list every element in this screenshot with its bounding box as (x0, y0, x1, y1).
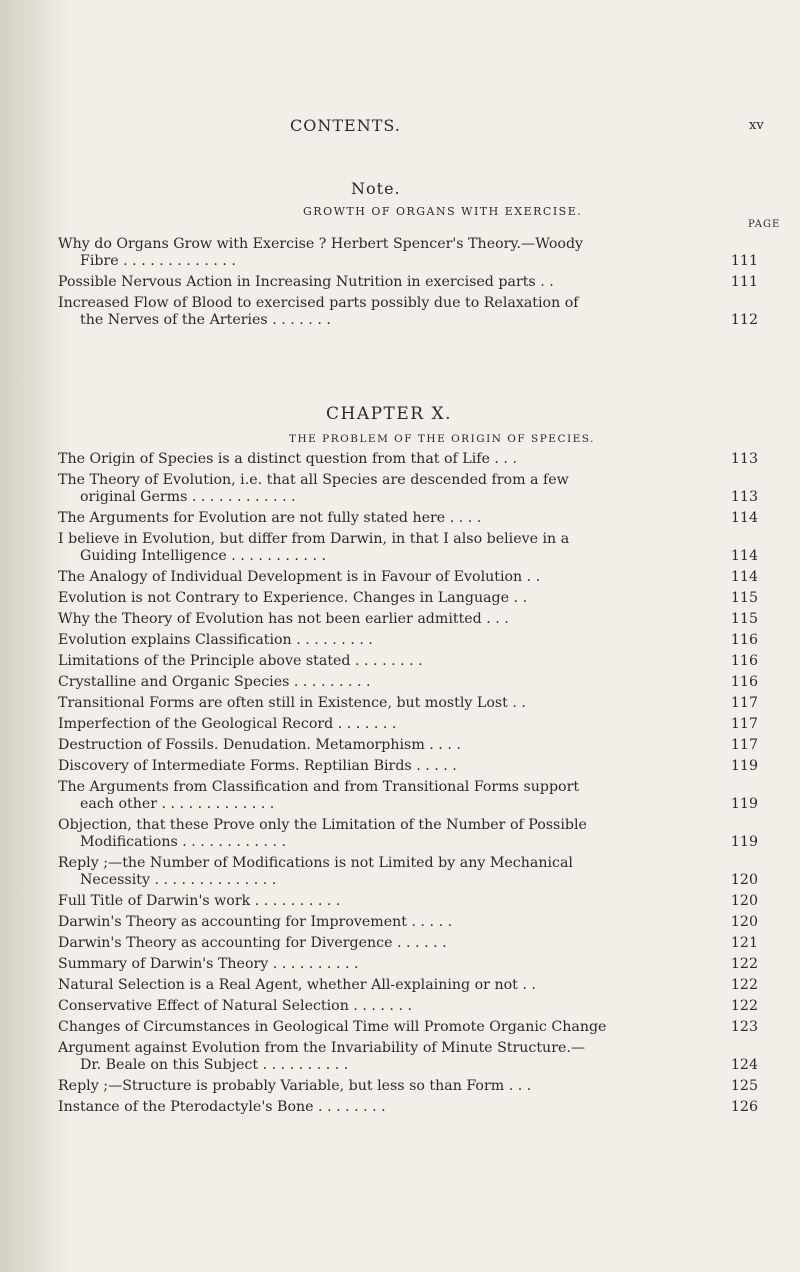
toc-entry (58, 935, 758, 952)
toc-entry-line: Fibre . . . . . . . . . . . . . (80, 253, 236, 269)
toc-entry-line: I believe in Evolution, but differ from Darwin, in that I also believe in a (58, 531, 570, 547)
toc-entry-line: Darwin's Theory as accounting for Divergence . . . . . . (58, 935, 447, 951)
toc-entry-line: The Arguments from Classification and from Transitional Forms support (58, 779, 580, 795)
toc-entry-page: 116 (730, 674, 758, 690)
toc-entry-page: 120 (730, 872, 758, 888)
toc-entry-line: Why the Theory of Evolution has not been earlier admitted . . . (58, 611, 509, 627)
toc-entry-page: 117 (730, 695, 758, 711)
toc-entry-line: the Nerves of the Arteries . . . . . . . (80, 312, 331, 328)
toc-entry (58, 274, 758, 291)
toc-entry-title (58, 893, 724, 910)
toc-entry-line: Reply ;—the Number of Modifications is not Limited by any Mechanical (58, 855, 573, 871)
toc-entry (58, 695, 758, 712)
toc-entry-line: Imperfection of the Geological Record . . . . . . . (58, 716, 397, 732)
toc-entry-line: Full Title of Darwin's work . . . . . . . . . . (58, 893, 341, 909)
toc-entry-title (58, 998, 724, 1015)
running-title: CONTENTS. (290, 116, 401, 135)
toc-entry-line: Instance of the Pterodactyle's Bone . . . . . . . . (58, 1099, 386, 1115)
toc-entry-line: Necessity . . . . . . . . . . . . . . (80, 872, 277, 888)
toc-entry-title (58, 472, 724, 506)
toc-entry (58, 632, 758, 649)
toc-entry-title (58, 653, 724, 670)
toc-entry-line: Argument against Evolution from the Invariability of Minute Structure.— (58, 1040, 586, 1056)
toc-entry-page: 119 (730, 758, 758, 774)
toc-entry-page: 112 (730, 312, 758, 328)
toc-entry-line: The Arguments for Evolution are not fully stated here . . . . (58, 510, 482, 526)
toc-entry-title (58, 451, 724, 468)
toc-entry-page: 111 (730, 274, 758, 290)
toc-entry (58, 1040, 758, 1074)
toc-entry-title (58, 779, 724, 813)
toc-entry-page: 113 (730, 489, 758, 505)
toc-entry-line: Reply ;—Structure is probably Variable, but less so than Form . . . (58, 1078, 532, 1094)
note-entries (58, 236, 758, 333)
toc-entry-title (58, 674, 724, 691)
toc-entry-title (58, 737, 724, 754)
toc-entry-page: 114 (730, 548, 758, 564)
toc-entry-title (58, 531, 724, 565)
toc-entry-line: Summary of Darwin's Theory . . . . . . . . . . (58, 956, 359, 972)
toc-entry (58, 236, 758, 270)
toc-entry-line: Why do Organs Grow with Exercise ? Herbert Spencer's Theory.—Woody (58, 236, 584, 252)
toc-entry-page: 117 (730, 737, 758, 753)
note-subtitle: GROWTH OF ORGANS WITH EXERCISE. (303, 205, 583, 218)
toc-entry-line: Evolution explains Classification . . . . . . . . . (58, 632, 373, 648)
toc-entry-title (58, 935, 724, 952)
toc-entry-page: 122 (730, 956, 758, 972)
toc-entry-page: 120 (730, 893, 758, 909)
toc-entry-title (58, 590, 724, 607)
toc-entry-title (58, 1099, 724, 1116)
toc-entry-title (58, 1040, 724, 1074)
toc-entry-page: 115 (730, 590, 758, 606)
toc-entry (58, 716, 758, 733)
toc-entry-line: Modifications . . . . . . . . . . . . (80, 834, 286, 850)
chapter-title: CHAPTER X. (326, 404, 453, 424)
toc-entry (58, 893, 758, 910)
toc-entry (58, 1019, 758, 1036)
toc-entry-page: 113 (730, 451, 758, 467)
note-title: Note. (351, 179, 401, 198)
toc-entry-title (58, 510, 724, 527)
chapter-entries (58, 451, 758, 1120)
toc-entry-line: Evolution is not Contrary to Experience. Changes in Language . . (58, 590, 528, 606)
toc-entry-page: 116 (730, 653, 758, 669)
toc-entry-title (58, 1019, 724, 1036)
toc-entry-page: 123 (730, 1019, 758, 1035)
toc-entry-title (58, 914, 724, 931)
toc-entry-title (58, 611, 724, 628)
toc-entry-line: Destruction of Fossils. Denudation. Metamorphism . . . . (58, 737, 461, 753)
toc-entry-line: Darwin's Theory as accounting for Improvement . . . . . (58, 914, 453, 930)
toc-entry-title (58, 716, 724, 733)
toc-entry-title (58, 295, 724, 329)
toc-entry-title (58, 817, 724, 851)
toc-entry-line: Objection, that these Prove only the Limitation of the Number of Possible (58, 817, 587, 833)
chapter-subtitle: THE PROBLEM OF THE ORIGIN OF SPECIES. (289, 433, 595, 445)
toc-entry-title (58, 977, 724, 994)
toc-entry-line: Transitional Forms are often still in Existence, but mostly Lost . . (58, 695, 526, 711)
toc-entry-line: Increased Flow of Blood to exercised parts possibly due to Relaxation of (58, 295, 579, 311)
toc-entry-line: The Theory of Evolution, i.e. that all Species are descended from a few (58, 472, 569, 488)
toc-entry-page: 126 (730, 1099, 758, 1115)
toc-entry-title (58, 632, 724, 649)
toc-entry (58, 914, 758, 931)
toc-entry (58, 758, 758, 775)
toc-entry-title (58, 1078, 724, 1095)
toc-entry (58, 510, 758, 527)
toc-entry-line: Crystalline and Organic Species . . . . . . . . . (58, 674, 371, 690)
toc-entry-page: 115 (730, 611, 758, 627)
toc-entry (58, 977, 758, 994)
toc-entry-title (58, 956, 724, 973)
toc-entry-page: 117 (730, 716, 758, 732)
toc-entry-page: 119 (730, 834, 758, 850)
toc-entry-page: 124 (730, 1057, 758, 1073)
toc-entry-page: 121 (730, 935, 758, 951)
page-number: xv (749, 118, 764, 133)
toc-entry-page: 119 (730, 796, 758, 812)
toc-entry-title (58, 855, 724, 889)
toc-entry-line: Discovery of Intermediate Forms. Reptilian Birds . . . . . (58, 758, 457, 774)
toc-entry-title (58, 695, 724, 712)
toc-entry-title (58, 758, 724, 775)
toc-entry-page: 122 (730, 998, 758, 1014)
toc-entry-page: 111 (730, 253, 758, 269)
toc-entry-line: Conservative Effect of Natural Selection . . . . . . . (58, 998, 412, 1014)
toc-entry-line: Dr. Beale on this Subject . . . . . . . . . . (80, 1057, 349, 1073)
toc-entry-line: Limitations of the Principle above stated . . . . . . . . (58, 653, 423, 669)
toc-entry-page: 122 (730, 977, 758, 993)
toc-entry (58, 451, 758, 468)
toc-entry-page: 125 (730, 1078, 758, 1094)
toc-entry (58, 653, 758, 670)
toc-entry-page: 114 (730, 510, 758, 526)
toc-entry-line: Guiding Intelligence . . . . . . . . . . . (80, 548, 326, 564)
toc-entry (58, 472, 758, 506)
toc-entry-title (58, 236, 724, 270)
toc-entry-line: The Analogy of Individual Development is in Favour of Evolution . . (58, 569, 541, 585)
toc-entry (58, 1078, 758, 1095)
toc-entry (58, 956, 758, 973)
toc-entry (58, 998, 758, 1015)
toc-entry-line: The Origin of Species is a distinct question from that of Life . . . (58, 451, 517, 467)
page-column-label: PAGE (748, 219, 781, 230)
toc-entry-line: Natural Selection is a Real Agent, whether All-explaining or not . . (58, 977, 536, 993)
toc-entry (58, 569, 758, 586)
toc-entry-line: Changes of Circumstances in Geological Time will Promote Organic Change (58, 1019, 607, 1035)
toc-entry (58, 779, 758, 813)
toc-entry-line: each other . . . . . . . . . . . . . (80, 796, 275, 812)
toc-entry-title (58, 569, 724, 586)
toc-entry (58, 531, 758, 565)
toc-entry (58, 737, 758, 754)
toc-entry-page: 114 (730, 569, 758, 585)
toc-entry (58, 590, 758, 607)
toc-entry-page: 120 (730, 914, 758, 930)
toc-entry-title (58, 274, 724, 291)
toc-entry (58, 295, 758, 329)
toc-entry (58, 855, 758, 889)
toc-entry (58, 674, 758, 691)
toc-entry (58, 1099, 758, 1116)
toc-entry (58, 611, 758, 628)
toc-entry-line: original Germs . . . . . . . . . . . . (80, 489, 296, 505)
toc-entry-page: 116 (730, 632, 758, 648)
toc-entry-line: Possible Nervous Action in Increasing Nutrition in exercised parts . . (58, 274, 554, 290)
toc-entry (58, 817, 758, 851)
